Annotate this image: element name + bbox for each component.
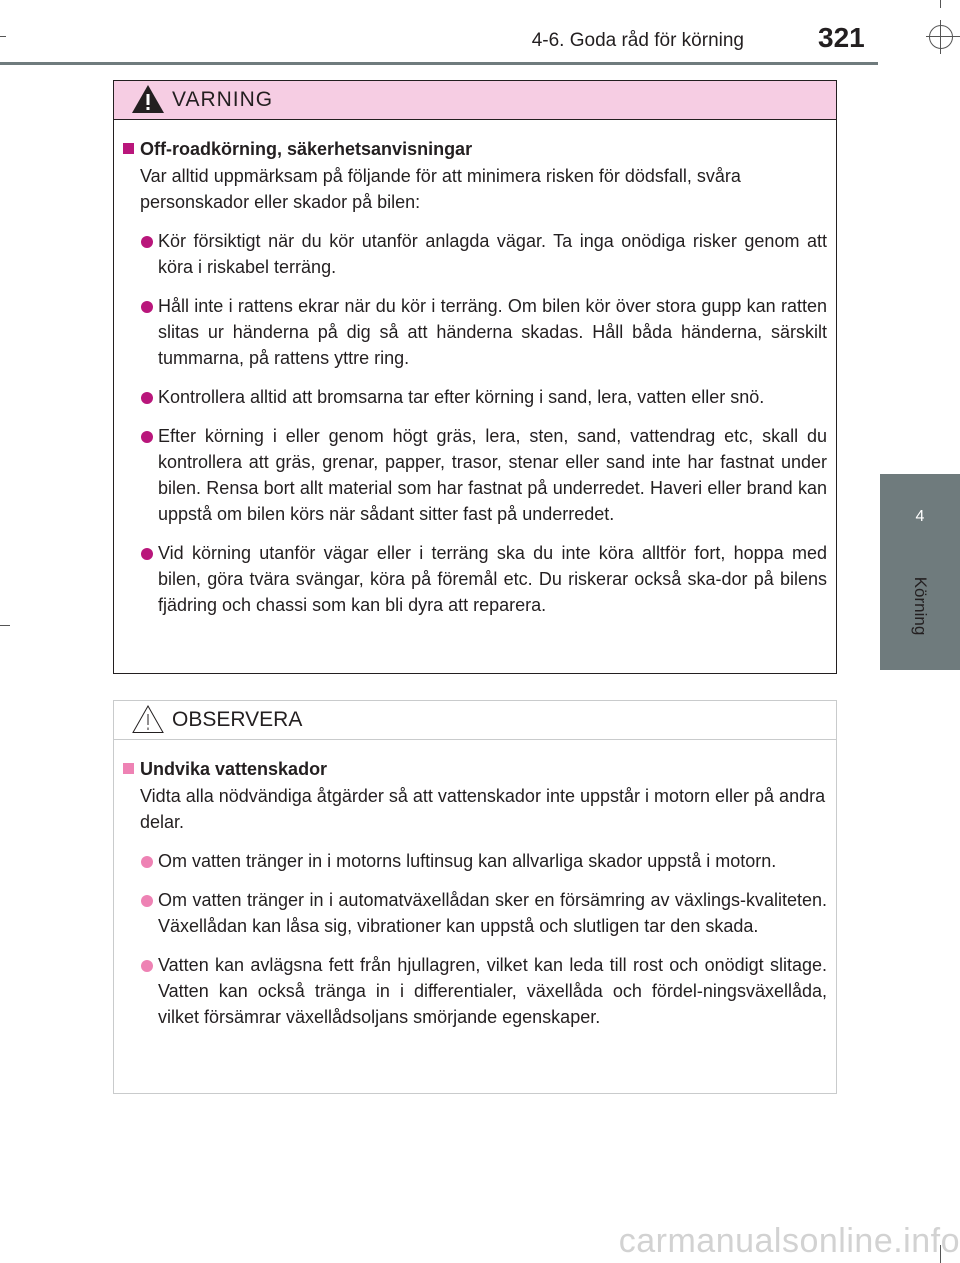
list-item [123,952,827,1030]
bullet-dot-icon [141,548,153,560]
list-item [123,540,827,618]
notice-bullet-list [123,848,827,1030]
warning-section-title: Off-roadkörning, säkerhetsanvisningar [140,139,473,159]
section-title: 4-6. Goda råd för körning [531,30,744,51]
list-item-text: Kör försiktigt när du kör utanför anlagda vägar. Ta inga onödiga risker genom att köra i riskabel terräng. [158,231,827,277]
list-item-text: Håll inte i rattens ekrar när du kör i terräng. Om bilen kör över stora gupp kan ratten slitas ur händerna på dig så att händerna skadas. Håll båda händerna, särskilt tummarna, på rattens yttre ring. [158,296,827,368]
notice-section-heading [123,757,827,781]
warning-intro: Var alltid uppmärksam på följande för att minimera risken för dödsfall, svåra personskador eller skador på bilen: [140,166,741,212]
notice-body [114,740,836,1030]
crop-mark [0,36,6,37]
header-rule [0,62,878,65]
crop-mark [940,0,941,8]
caution-triangle-outline-icon [130,703,166,735]
notice-intro: Vidta alla nödvändiga åtgärder så att vattenskador inte uppstår i motorn eller på andra delar. [140,786,826,832]
warning-bullet-list [123,228,827,618]
warning-triangle-icon [130,83,166,115]
notice-title: OBSERVERA [172,708,303,731]
list-item [123,293,827,371]
warning-header [114,81,836,120]
notice-box [113,700,837,1094]
list-item-text: Efter körning i eller genom högt gräs, lera, sten, sand, vattendrag etc, skall du kontrollera att gräs, grenar, papper, trasor, stenar eller sand inte har fastnat under bilen. Rensa bort allt material som har fastnat på underredet. Haveri eller brand kan uppstå om bilen körs när sådant sitter fast på underredet. [158,426,827,524]
bullet-dot-icon [141,856,153,868]
warning-section-heading [123,137,827,161]
list-item [123,384,827,410]
list-item-text: Om vatten tränger in i motorns luftinsug kan allvarliga skador uppstå i motorn. [158,851,777,871]
registration-mark [929,25,953,49]
bullet-dot-icon [141,960,153,972]
list-item [123,848,827,874]
list-item-text: Vid körning utanför vägar eller i terräng ska du inte köra alltför fort, hoppa med bilen, göra tvära svängar, köra på föremål etc. Du riskerar också ska-dor på bilens fjädring och chassi som kan bli dyra att reparera. [158,543,827,615]
square-bullet-icon [123,763,134,774]
warning-title: VARNING [172,88,274,111]
crop-mark [0,625,10,626]
chapter-number: 4 [915,508,925,525]
watermark: carmanualsonline.info [618,1222,960,1260]
list-item-text: Vatten kan avlägsna fett från hjullagren, vilket kan leda till rost och onödigt slitage. Vatten kan också tränga in i differentialer, växellåda och fördel-ningsväxellåda, vilket försämrar växellådsoljans smörjande egenskaper. [158,955,827,1027]
bullet-dot-icon [141,895,153,907]
notice-header [114,701,836,740]
list-item-text: Om vatten tränger in i automatväxellådan sker en försämring av växlings-kvaliteten. Växellådan kan låsa sig, vibrationer kan uppstå och slutligen tar den skada. [158,890,827,936]
page-number: 321 [818,22,865,53]
notice-section-title: Undvika vattenskador [140,759,328,779]
list-item [123,228,827,280]
list-item-text: Kontrollera alltid att bromsarna tar efter körning i sand, lera, vatten eller snö. [158,387,765,407]
warning-body [114,120,836,618]
list-item [123,423,827,527]
warning-box [113,80,837,674]
bullet-dot-icon [141,431,153,443]
list-item [123,887,827,939]
bullet-dot-icon [141,301,153,313]
bullet-dot-icon [141,392,153,404]
chapter-label: Körning [911,576,930,636]
bullet-dot-icon [141,236,153,248]
square-bullet-icon [123,143,134,154]
